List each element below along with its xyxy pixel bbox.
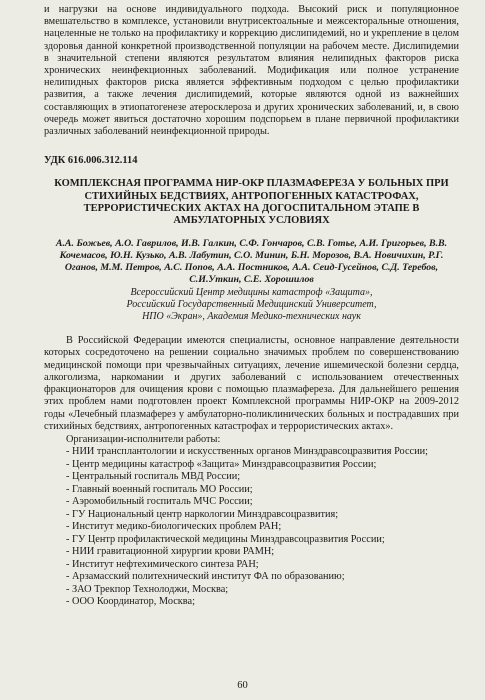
udk-code: УДК 616.006.312.114 <box>44 155 138 167</box>
organizations-heading: Организации-исполнители работы: <box>66 433 221 445</box>
article-title: КОМПЛЕКСНАЯ ПРОГРАММА НИР-ОКР ПЛАЗМАФЕРЕЗА У БОЛЬНЫХ ПРИ СТИХИЙНЫХ БЕДСТВИЯХ, АНТРОПОГЕННЫХ КАТАСТРОФАХ, ТЕРРОРИСТИЧЕСКИХ АКТАХ НА ДОГОСПИТАЛЬНОМ ЭТАПЕ В АМБУЛАТОРНЫХ УСЛОВИЯХ <box>54 178 449 227</box>
list-item: - ООО Координатор, Москва; <box>66 596 195 608</box>
list-item: - Центральный госпиталь МВД России; <box>66 471 241 483</box>
list-item: - НИИ гравитационной хирургии крови РАМН; <box>66 546 275 558</box>
organizations-list <box>44 446 459 609</box>
list-item: - ЗАО Трекпор Технолоджи, Москва; <box>66 583 229 595</box>
page-number: 60 <box>237 680 248 691</box>
list-item: - Аэромобильный госпиталь МЧС России; <box>66 496 253 508</box>
intro-paragraph: и нагрузки на основе индивидуального подхода. Высокий риск и популяционное вмешательство в комплексе, установили внутрисектоальные и межсекторальные отношения, нацеленные не только на профилактику и коррекцию дислипидемий, но и укрепление в целом здоровья данной конкретной производственной популяции на рабочем месте. Дислипидемии в значительной степени являются результатом влияния нелипидных факторов риска хронических неинфекционных заболеваний. Модификация или полное устранение нелипидных факторов риска является эффективным подходом с целью профилактики развития, а также лечения дислипидемий, которые являются одной из важнейших составляющих в этиопатогенезе атеросклероза и других хронических заболеваний, и, в свою очередь может явиться достаточно хорошим подспорьем в плане первичной профилактики различных заболеваний неинфекционной природы. <box>44 4 459 138</box>
affiliations <box>44 287 459 324</box>
list-item: - Центр медицины катастроф «Защита» Минздравсоцразвития России; <box>66 458 377 470</box>
list-item: - Институт нефтехимического синтеза РАН; <box>66 558 259 570</box>
list-item: - ГУ Центр профилактической медицины Минздравсоцразвития России; <box>66 533 385 545</box>
list-item: - ГУ Национальный центр наркологии Минздравсоцразвития; <box>66 508 339 520</box>
list-item: - Главный военный госпиталь МО России; <box>66 483 253 495</box>
body-paragraph: В Российской Федерации имеются специалисты, основное направление деятельности которых сосредоточено на решении социально значимых проблем по совершенствованию медицинской помощи при чрезвычайных ситуациях, лечение ишемической болезни сердца, алкоголизма, наркомании и других заболеваний с использованием отечественных фракционаторов для очищения крови с помощью плазмафереза. Для дальнейшего решения этих проблем нами подготовлен проект Комплексной программы НИР-ОКР на 2009-2012 годы «Лечебный плазмаферез у амбулаторно-поликлинических больных и пострадавших при стихийных бедствиях, антропогенных катастрофах и террористических актах». <box>44 335 459 432</box>
authors-list: А.А. Божьев, А.О. Гаврилов, И.В. Галкин, С.Ф. Гончаров, С.В. Готье, А.И. Григорьев, В.В. Кочемасов, Ю.Н. Кузько, А.В. Лабутин, С.О. Минин, Б.Н. Морозов, В.А. Новичихин, Р.Г. Оганов, М.М. Петров, А.С. Попов, А.А. Постников, А.А. Сеид-Гусейнов, С.Д. Теребов, С.И.Уткин, С.Е. Хорошилов <box>55 237 448 286</box>
affiliation-line: Всероссийский Центр медицины катастроф «Защита», <box>130 286 373 298</box>
list-item: - НИИ трансплантологии и искусственных органов Минздравсоцразвития России; <box>66 446 428 458</box>
list-item: - Институт медико-биологических проблем РАН; <box>66 521 282 533</box>
affiliation-line: НПО «Экран», Академия Медико-технических наук <box>142 311 361 323</box>
affiliation-line: Российский Государственный Медицинский Университет, <box>126 298 377 310</box>
list-item: - Арзамасский политехнический институт ФА по образованию; <box>66 571 345 583</box>
